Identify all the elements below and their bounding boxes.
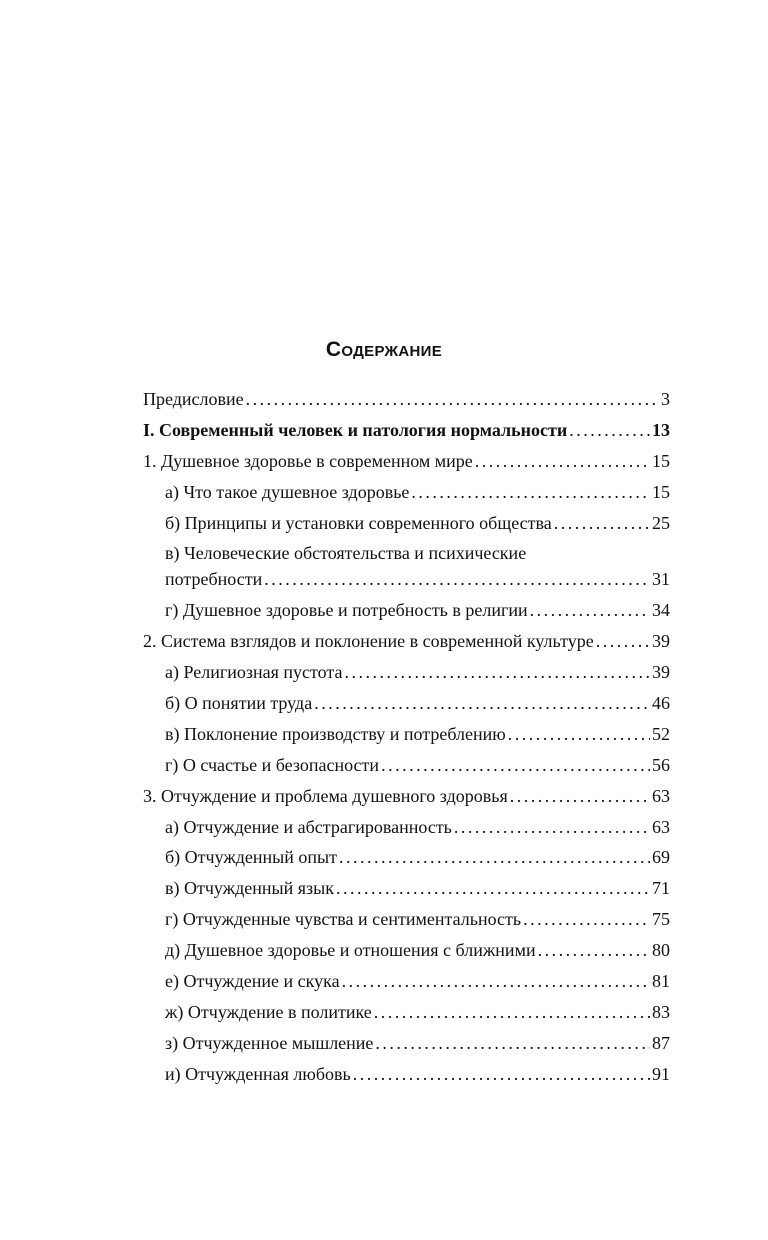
toc-entry-title: 2. Система взглядов и поклонение в современной культуре [143,631,594,652]
toc-entry-page: 15 [652,450,670,471]
toc-entry-page: 81 [652,971,670,992]
toc-entry-title: в) Поклонение производству и потреблению [165,723,506,744]
dot-leader [344,661,650,683]
toc-entry-page: 13 [652,419,670,440]
toc-entry-title: а) Отчуждение и абстрагированность [165,816,452,837]
toc-entry-title: и) Отчужденная любовь [165,1063,351,1084]
toc-entry-page: 69 [652,847,670,868]
toc-entry-title: е) Отчуждение и скука [165,971,340,992]
toc-entry-title: б) Принципы и установки современного общества [165,512,552,533]
toc-entry-page: 39 [652,662,670,683]
toc-entry[interactable] [143,877,670,899]
toc-entry[interactable] [143,388,670,410]
dot-leader [246,388,659,410]
toc-entry[interactable] [143,481,670,503]
toc-entry-title: в) Отчужденный язык [165,878,334,899]
dot-leader [339,846,650,868]
toc-entry[interactable] [143,450,670,472]
toc-entry[interactable] [143,908,670,930]
dot-leader [508,723,650,745]
dot-leader [314,692,650,714]
toc-entry[interactable] [143,630,670,652]
dot-leader [523,908,650,930]
dot-leader [510,785,650,807]
toc-entry[interactable] [143,723,670,745]
toc-entry-page: 34 [652,600,670,621]
toc-entry-title: б) О понятии труда [165,693,313,714]
toc-entry-page: 63 [652,816,670,837]
dot-leader [530,599,650,621]
toc-entry-page: 63 [652,785,670,806]
toc-entry[interactable] [143,661,670,683]
dot-leader [381,754,650,776]
toc-entry-title-line2: потребности [165,569,263,590]
dot-leader [336,877,650,899]
toc-entry-title: а) Религиозная пустота [165,662,343,683]
toc-entry[interactable] [143,1063,670,1085]
toc-entry[interactable] [143,754,670,776]
toc-entry-title: г) Отчужденные чувства и сентиментальность [165,909,522,930]
toc-entry-page: 3 [661,389,670,409]
toc-entry-page: 31 [652,569,670,590]
toc-entry-title: б) Отчужденный опыт [165,847,338,868]
toc-entry-title: г) О счастье и безопасности [165,754,380,775]
toc-entry-title: 3. Отчуждение и проблема душевного здоровья [143,785,508,806]
toc-entry-page: 75 [652,909,670,930]
toc-entry[interactable] [143,970,670,992]
dot-leader [475,450,650,472]
toc-entry[interactable] [143,1001,670,1023]
toc-entry[interactable] [143,1032,670,1054]
toc-entry[interactable] [143,785,670,807]
toc-entry-title-line1: в) Человеческие обстоятельства и психические [165,543,527,564]
toc-entry-title: 1. Душевное здоровье в современном мире [143,450,473,471]
dot-leader [554,512,650,534]
toc-entry-page: 39 [652,631,670,652]
dot-leader [538,939,650,961]
dot-leader [342,970,650,992]
toc-entry[interactable] [143,816,670,838]
toc-entry-page: 15 [652,481,670,502]
toc-entry-title: ж) Отчуждение в политике [165,1001,372,1022]
dot-leader [375,1032,650,1054]
page-title: Содержание [325,338,443,361]
toc-entry-page: 52 [652,723,670,744]
dot-leader [596,630,650,652]
toc-entry-page: 71 [652,878,670,899]
toc-entry-page: 46 [652,693,670,714]
toc-entry-title: I. Современный человек и патология нормальности [143,419,568,440]
toc-entry-title: а) Что такое душевное здоровье [165,481,410,502]
dot-leader [569,419,650,441]
toc-entry-page: 91 [652,1063,670,1084]
toc-entry[interactable] [143,512,670,534]
dot-leader [374,1001,650,1023]
toc-entry[interactable] [143,599,670,621]
toc-entry-page: 80 [652,940,670,961]
dot-leader [411,481,650,503]
toc-entry-title: д) Душевное здоровье и отношения с ближними [165,940,536,961]
toc-entry-page: 25 [652,512,670,533]
toc-entry-page: 87 [652,1032,670,1053]
toc-entry-title: з) Отчужденное мышление [165,1032,374,1053]
dot-leader [353,1063,650,1085]
toc-entry-title: г) Душевное здоровье и потребность в религии [165,600,528,621]
toc-entry-page: 56 [652,754,670,775]
toc-entry[interactable] [143,692,670,714]
toc-entry-page: 83 [652,1001,670,1022]
dot-leader [264,568,650,590]
dot-leader [454,816,650,838]
toc-entry[interactable] [143,419,670,441]
toc-entry[interactable] [143,846,670,868]
toc-entry[interactable] [143,939,670,961]
table-of-contents [143,388,670,1094]
toc-entry[interactable] [143,542,670,590]
toc-entry-title: Предисловие [143,389,244,409]
